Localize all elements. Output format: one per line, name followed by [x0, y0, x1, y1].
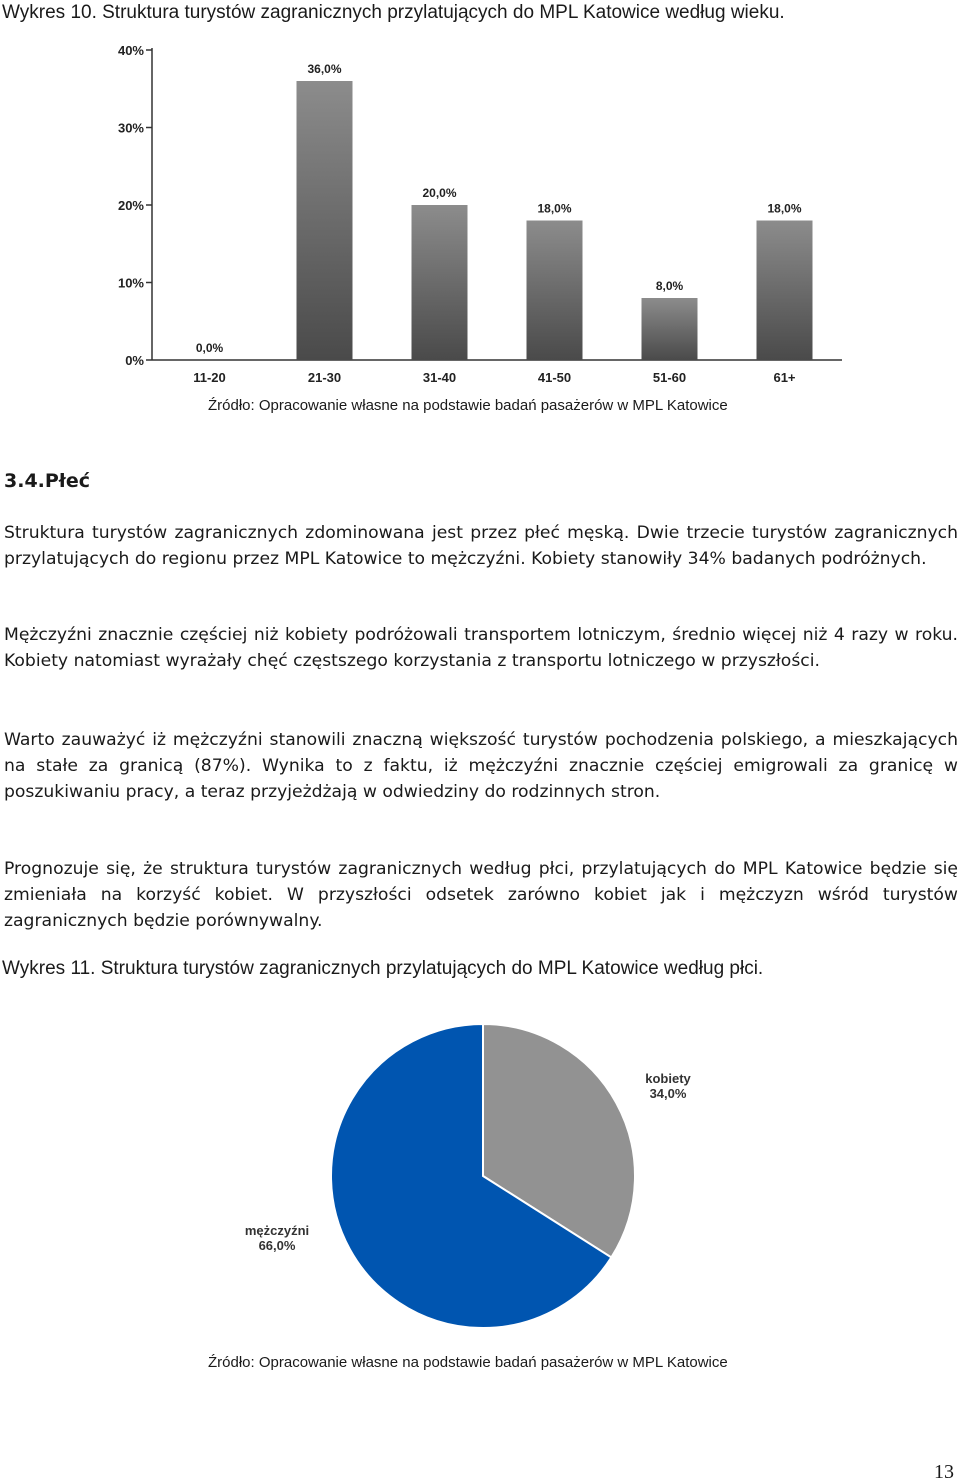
y-tick-label: 40% — [117, 43, 144, 58]
pie-slice-value: 66,0% — [258, 1238, 296, 1253]
paragraph-2: Mężczyźni znacznie częściej niż kobiety podróżowali transportem lotniczym, średnio więcej niż 4 razy w roku. Kobiety natomiast wyrażały chęć częstszego korzystania z transportu lotniczego w przyszłości. — [4, 625, 958, 671]
bar-value-label: 36,0% — [307, 62, 342, 76]
chart1-source: Źródło: Opracowanie własne na podstawie badań pasażerów w MPL Katowice — [208, 397, 728, 414]
bar-value-label: 0,0% — [195, 341, 224, 355]
pie-slice-label: kobiety — [645, 1071, 691, 1086]
bar-value-label: 18,0% — [767, 201, 802, 216]
bar — [527, 221, 583, 361]
y-tick-label: 0% — [125, 353, 144, 368]
chart1-caption: Wykres 10. Struktura turystów zagranicznych przylatujących do MPL Katowice według wieku. — [2, 2, 785, 23]
bar — [412, 205, 468, 360]
gender-pie-chart — [200, 1010, 760, 1340]
bar-value-label: 8,0% — [655, 279, 684, 293]
x-tick-label: 11-20 — [193, 370, 226, 385]
x-tick-label: 21-30 — [307, 370, 342, 385]
y-tick-label: 30% — [117, 120, 144, 136]
y-tick-label: 10% — [117, 275, 144, 291]
bar — [297, 81, 353, 360]
bar — [757, 221, 813, 361]
paragraph-3: Warto zauważyć iż mężczyźni stanowili znaczną większość turystów pochodzenia polskiego, a mieszkających na stałe za granicą (87%). Wynika to z faktu, iż mężczyźni znacznie częściej emigrowali za granicę w poszukiwaniu pracy, a teraz przyjeżdżają w odwiedziny do rodzinnych stron. — [4, 730, 958, 802]
chart2-caption: Wykres 11. Struktura turystów zagranicznych przylatujących do MPL Katowice według płci. — [2, 958, 764, 979]
bar-value-label: 20,0% — [422, 186, 457, 200]
paragraph-1: Struktura turystów zagranicznych zdominowana jest przez płeć męską. Dwie trzecie turystów zagranicznych przylatujących do regionu przez MPL Katowice to mężczyźni. Kobiety stanowiły 34% badanych podróżnych. — [4, 523, 958, 569]
page-number: 13 — [934, 1461, 954, 1483]
pie-slice-value: 34,0% — [649, 1086, 687, 1101]
x-tick-label: 41-50 — [537, 370, 572, 385]
age-bar-chart — [0, 30, 960, 400]
chart2-source: Źródło: Opracowanie własne na podstawie badań pasażerów w MPL Katowice — [208, 1354, 728, 1371]
pie-slice-label: mężczyźni — [244, 1223, 310, 1238]
x-tick-label: 61+ — [773, 370, 796, 385]
y-tick-label: 20% — [117, 198, 144, 213]
bar-value-label: 18,0% — [537, 201, 572, 216]
section-heading: 3.4.Płeć — [4, 470, 91, 492]
x-tick-label: 51-60 — [652, 370, 687, 385]
paragraph-4: Prognozuje się, że struktura turystów zagranicznych według płci, przylatujących do MPL Katowice będzie się zmieniała na korzyść kobiet. W przyszłości odsetek zarówno kobiet jak i mężczyzn wśród turystów zagranicznych będzie porównywalny. — [4, 859, 958, 931]
bar — [642, 298, 698, 360]
x-tick-label: 31-40 — [422, 370, 457, 385]
